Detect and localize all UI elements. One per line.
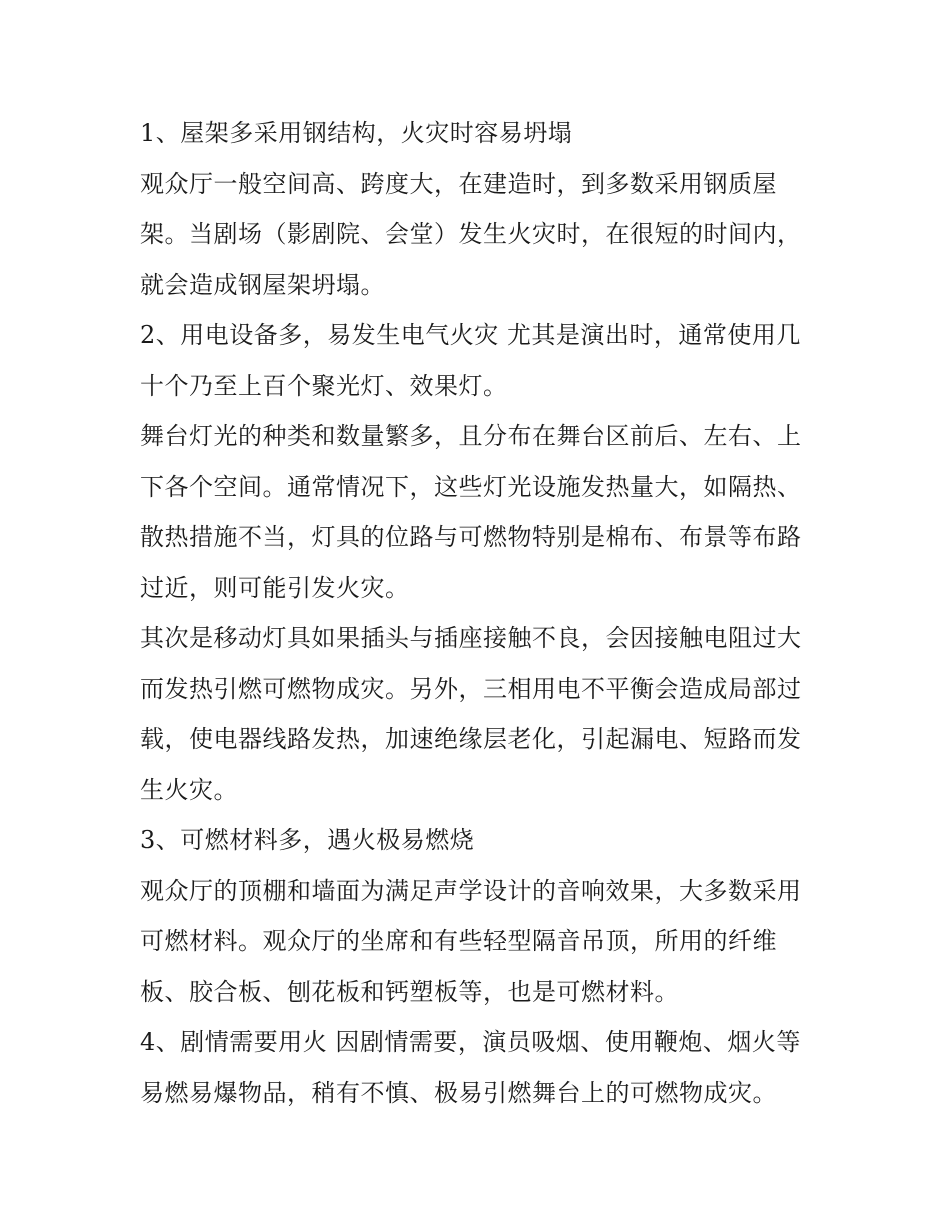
paragraph-combustible-materials: 观众厅的顶棚和墙面为满足声学设计的音响效果，大多数采用可燃材料。观众厅的坐席和有些轻型隔音吊顶，所用的纤维板、胶合板、刨花板和钙塑板等，也是可燃材料。 [140, 876, 802, 1006]
paragraph-steel-roof: 观众厅一般空间高、跨度大，在建造时，到多数采用钢质屋架。当剧场（影剧院、会堂）发生火灾时，在很短的时间内，就会造成钢屋架坍塌。 [140, 169, 802, 299]
paragraph-mobile-lamps: 其次是移动灯具如果插头与插座接触不良，会因接触电阻过大而发热引燃可燃物成灾。另外，三相用电不平衡会造成局部过载，使电器线路发热，加速绝缘层老化，引起漏电、短路而发生火灾。 [140, 624, 802, 804]
heading-combustible-materials: 3、可燃材料多，遇火极易燃烧 [140, 826, 475, 854]
document-body [140, 108, 820, 1118]
heading-steel-roof: 1、屋架多采用钢结构，火灾时容易坍塌 [140, 119, 573, 147]
paragraph-stage-lighting: 舞台灯光的种类和数量繁多，且分布在舞台区前后、左右、上下各个空间。通常情况下，这些灯光设施发热量大，如隔热、散热措施不当，灯具的位路与可燃物特别是棉布、布景等布路过近，则可能引发火灾。 [140, 422, 802, 602]
heading-electrical: 2、用电设备多，易发生电气火灾 尤其是演出时，通常使用几十个乃至上百个聚光灯、效果灯。 [140, 321, 801, 400]
paragraph-plot-fire: 4、剧情需要用火 因剧情需要，演员吸烟、使用鞭炮、烟火等易燃易爆物品，稍有不慎、极易引燃舞台上的可燃物成灾。 [140, 1028, 801, 1107]
